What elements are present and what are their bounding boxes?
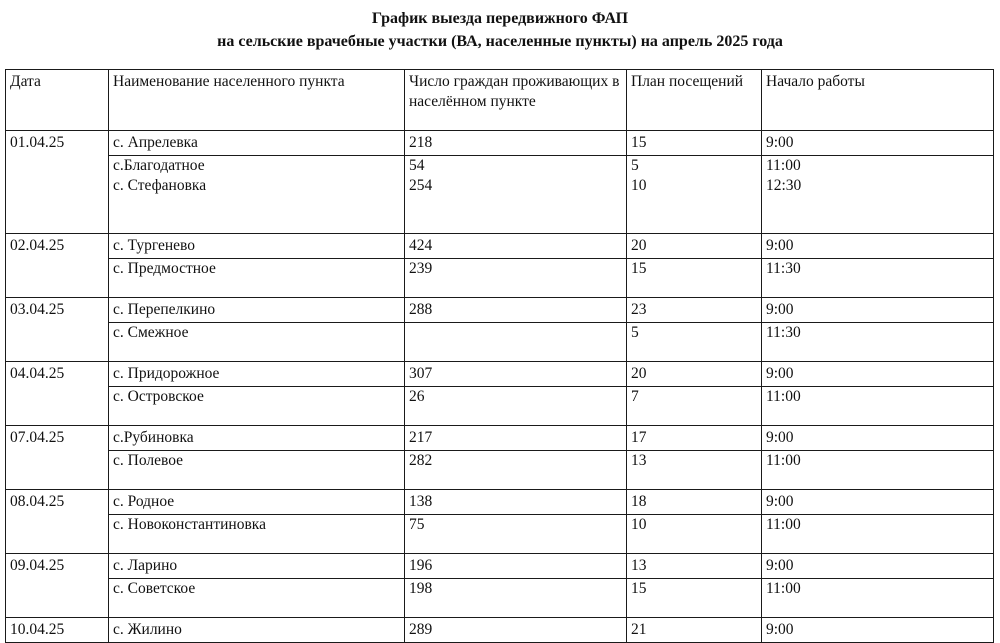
- header-date: Дата: [6, 70, 109, 131]
- document-title: График выезда передвижного ФАП: [371, 10, 629, 27]
- table-row: [6, 579, 994, 600]
- date-cell: 04.04.25: [6, 362, 109, 387]
- day-group: [6, 362, 994, 426]
- settlement-cell: с. Перепелкино: [109, 298, 405, 323]
- plan-cell: 21: [627, 618, 762, 643]
- empty-cell: [405, 599, 627, 618]
- population-cell: 138: [405, 490, 627, 515]
- plan-cell: 23: [627, 298, 762, 323]
- empty-cell: [627, 196, 762, 234]
- empty-cell: [762, 407, 994, 426]
- empty-cell: [762, 196, 994, 234]
- start-cell: 9:00: [762, 554, 994, 579]
- population-cell: 26: [405, 387, 627, 408]
- header-population: Число граждан проживающих в населённом пункте: [405, 70, 627, 131]
- start-cell: 11:30: [762, 259, 994, 280]
- spacer-row: [6, 343, 994, 362]
- start-cell: 9:00: [762, 234, 994, 259]
- empty-cell: [6, 279, 109, 298]
- date-cell: 10.04.25: [6, 618, 109, 643]
- header-settlement: Наименование населенного пункта: [109, 70, 405, 131]
- date-cell: [6, 387, 109, 408]
- plan-cell: 18: [627, 490, 762, 515]
- empty-cell: [405, 343, 627, 362]
- plan-cell: 5: [627, 156, 762, 177]
- date-cell: [6, 323, 109, 344]
- plan-cell: 15: [627, 579, 762, 600]
- start-cell: 9:00: [762, 618, 994, 643]
- day-group: [6, 490, 994, 554]
- empty-cell: [762, 471, 994, 490]
- population-cell: 254: [405, 176, 627, 196]
- plan-cell: 7: [627, 387, 762, 408]
- empty-cell: [6, 407, 109, 426]
- day-group: [6, 554, 994, 618]
- empty-cell: [627, 535, 762, 554]
- empty-cell: [627, 407, 762, 426]
- day-group: [6, 426, 994, 490]
- date-cell: 01.04.25: [6, 131, 109, 156]
- population-cell: 239: [405, 259, 627, 280]
- header-row: [6, 70, 994, 131]
- empty-cell: [405, 471, 627, 490]
- plan-cell: 10: [627, 176, 762, 196]
- table-row: [6, 426, 994, 451]
- spacer-row: [6, 196, 994, 234]
- population-cell: 75: [405, 515, 627, 536]
- date-cell: [6, 156, 109, 177]
- start-cell: 11:00: [762, 387, 994, 408]
- population-cell: 218: [405, 131, 627, 156]
- plan-cell: 15: [627, 131, 762, 156]
- table-row: [6, 323, 994, 344]
- settlement-cell: с. Смежное: [109, 323, 405, 344]
- plan-cell: 13: [627, 451, 762, 472]
- empty-cell: [109, 343, 405, 362]
- empty-cell: [109, 279, 405, 298]
- settlement-cell: с. Советское: [109, 579, 405, 600]
- empty-cell: [627, 343, 762, 362]
- empty-cell: [627, 471, 762, 490]
- document-subtitle: на сельские врачебные участки (ВА, населенные пункты) на апрель 2025 года: [217, 33, 783, 50]
- table-row: [6, 554, 994, 579]
- empty-cell: [762, 599, 994, 618]
- empty-cell: [405, 279, 627, 298]
- start-cell: 9:00: [762, 426, 994, 451]
- population-cell: 196: [405, 554, 627, 579]
- day-group: [6, 618, 994, 643]
- table-row: [6, 490, 994, 515]
- population-cell: 217: [405, 426, 627, 451]
- start-cell: 9:00: [762, 362, 994, 387]
- empty-cell: [405, 196, 627, 234]
- table-row: [6, 176, 994, 196]
- empty-cell: [6, 535, 109, 554]
- day-group: [6, 298, 994, 362]
- date-cell: [6, 451, 109, 472]
- date-cell: 09.04.25: [6, 554, 109, 579]
- settlement-cell: с. Тургенево: [109, 234, 405, 259]
- plan-cell: 15: [627, 259, 762, 280]
- plan-cell: 10: [627, 515, 762, 536]
- plan-cell: 20: [627, 234, 762, 259]
- spacer-row: [6, 535, 994, 554]
- population-cell: 198: [405, 579, 627, 600]
- table-row: [6, 131, 994, 156]
- empty-cell: [6, 343, 109, 362]
- start-cell: 11:00: [762, 515, 994, 536]
- settlement-cell: с. Новоконстантиновка: [109, 515, 405, 536]
- empty-cell: [762, 279, 994, 298]
- settlement-cell: с. Предмостное: [109, 259, 405, 280]
- empty-cell: [762, 343, 994, 362]
- empty-cell: [6, 196, 109, 234]
- spacer-row: [6, 407, 994, 426]
- population-cell: 424: [405, 234, 627, 259]
- start-cell: 11:00: [762, 579, 994, 600]
- table-row: [6, 298, 994, 323]
- date-cell: 02.04.25: [6, 234, 109, 259]
- empty-cell: [109, 407, 405, 426]
- empty-cell: [405, 407, 627, 426]
- table-row: [6, 515, 994, 536]
- empty-cell: [6, 471, 109, 490]
- date-cell: 08.04.25: [6, 490, 109, 515]
- empty-cell: [109, 471, 405, 490]
- empty-cell: [6, 599, 109, 618]
- date-cell: [6, 259, 109, 280]
- date-cell: 07.04.25: [6, 426, 109, 451]
- empty-cell: [627, 279, 762, 298]
- table-row: [6, 451, 994, 472]
- settlement-cell: с. Придорожное: [109, 362, 405, 387]
- population-cell: [405, 323, 627, 344]
- start-cell: 11:30: [762, 323, 994, 344]
- day-group: [6, 234, 994, 298]
- start-cell: 12:30: [762, 176, 994, 196]
- settlement-cell: с.Благодатное: [109, 156, 405, 177]
- schedule-table: [5, 69, 994, 643]
- empty-cell: [109, 196, 405, 234]
- date-cell: [6, 176, 109, 196]
- date-cell: 03.04.25: [6, 298, 109, 323]
- spacer-row: [6, 471, 994, 490]
- table-row: [6, 234, 994, 259]
- header-plan: План посещений: [627, 70, 762, 131]
- settlement-cell: с. Родное: [109, 490, 405, 515]
- population-cell: 54: [405, 156, 627, 177]
- population-cell: 307: [405, 362, 627, 387]
- start-cell: 11:00: [762, 451, 994, 472]
- spacer-row: [6, 279, 994, 298]
- table-row: [6, 387, 994, 408]
- table-row: [6, 362, 994, 387]
- spacer-row: [6, 599, 994, 618]
- settlement-cell: с.Рубиновка: [109, 426, 405, 451]
- empty-cell: [762, 535, 994, 554]
- plan-cell: 17: [627, 426, 762, 451]
- settlement-cell: с. Стефановка: [109, 176, 405, 196]
- population-cell: 289: [405, 618, 627, 643]
- table-row: [6, 156, 994, 177]
- population-cell: 282: [405, 451, 627, 472]
- start-cell: 9:00: [762, 490, 994, 515]
- settlement-cell: с. Полевое: [109, 451, 405, 472]
- settlement-cell: с. Островское: [109, 387, 405, 408]
- settlement-cell: с. Апрелевка: [109, 131, 405, 156]
- settlement-cell: с. Жилино: [109, 618, 405, 643]
- date-cell: [6, 579, 109, 600]
- plan-cell: 13: [627, 554, 762, 579]
- settlement-cell: с. Ларино: [109, 554, 405, 579]
- empty-cell: [405, 535, 627, 554]
- day-group: [6, 131, 994, 234]
- date-cell: [6, 515, 109, 536]
- plan-cell: 20: [627, 362, 762, 387]
- empty-cell: [627, 599, 762, 618]
- start-cell: 11:00: [762, 156, 994, 177]
- start-cell: 9:00: [762, 298, 994, 323]
- table-row: [6, 618, 994, 643]
- table-row: [6, 259, 994, 280]
- start-cell: 9:00: [762, 131, 994, 156]
- plan-cell: 5: [627, 323, 762, 344]
- empty-cell: [109, 535, 405, 554]
- population-cell: 288: [405, 298, 627, 323]
- header-start: Начало работы: [762, 70, 994, 131]
- empty-cell: [109, 599, 405, 618]
